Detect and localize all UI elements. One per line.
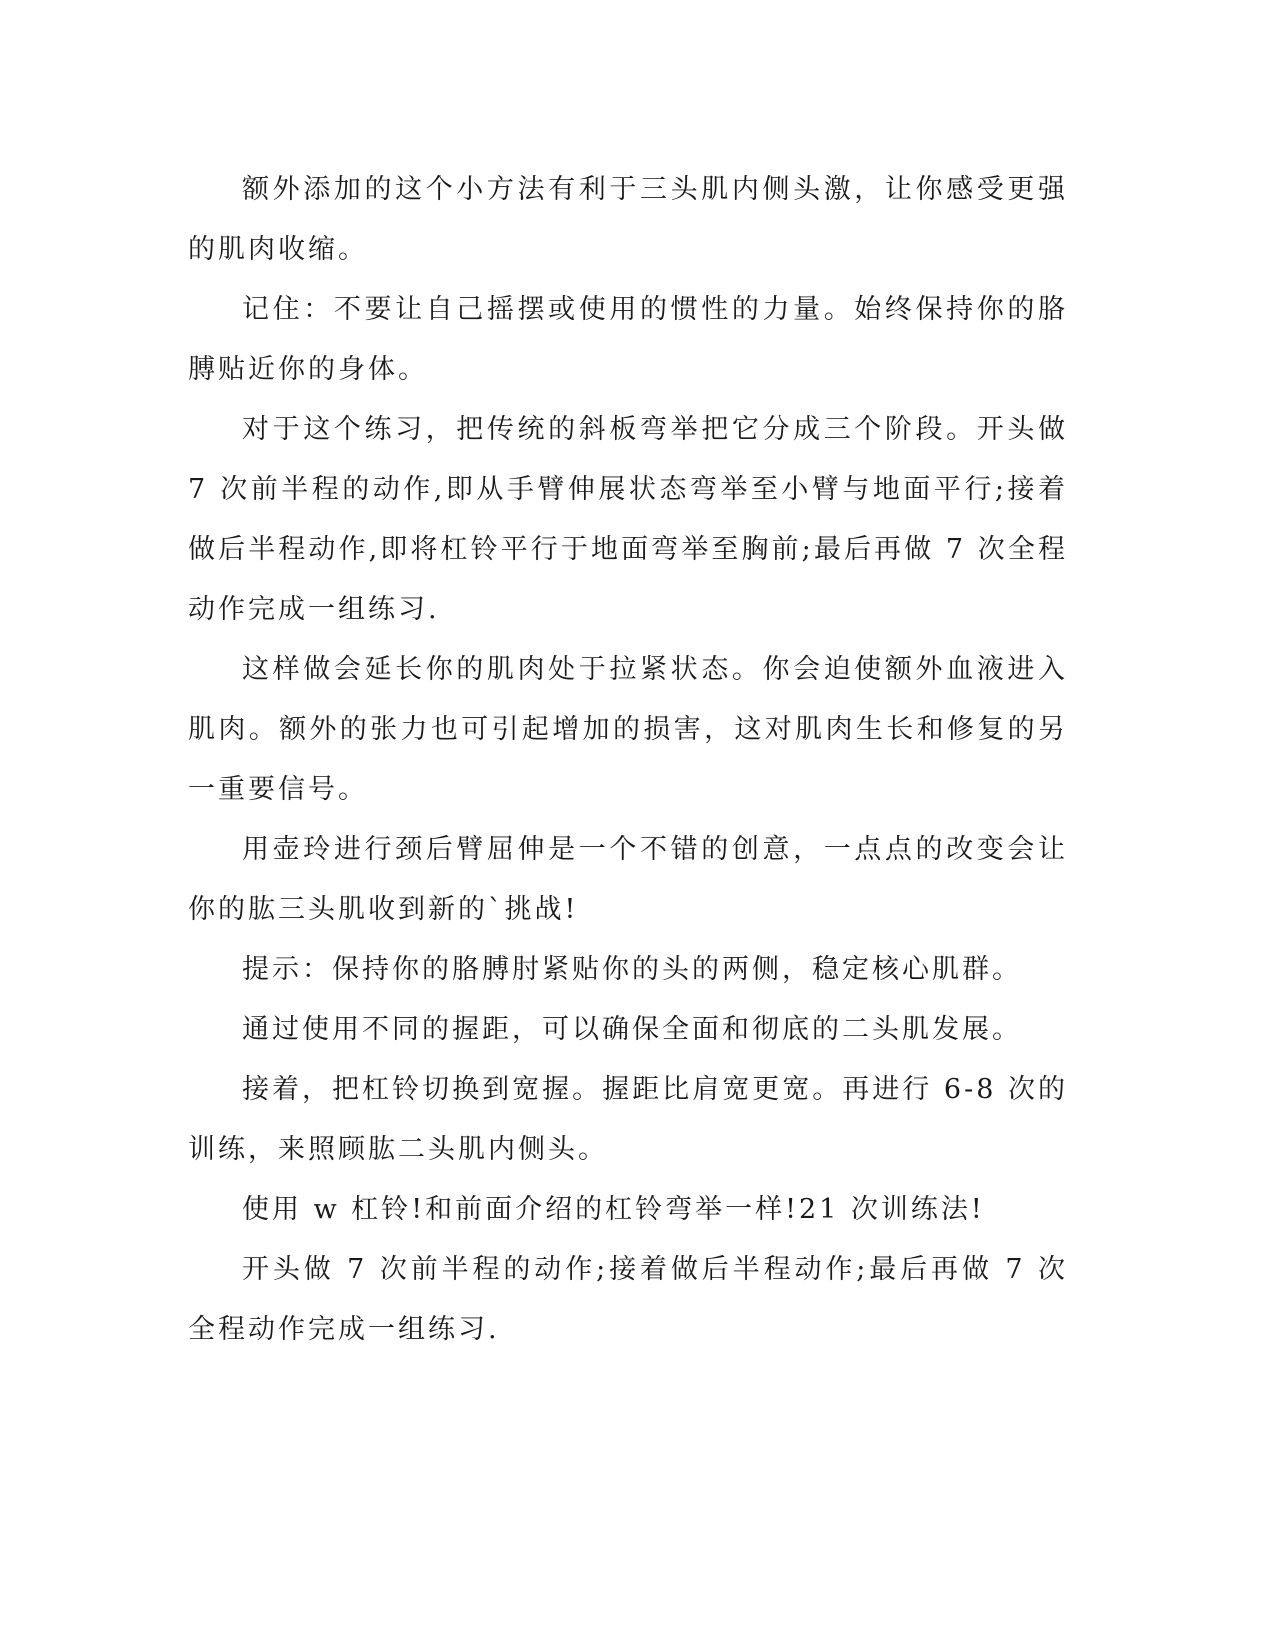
paragraph-1: 额外添加的这个小方法有利于三头肌内侧头激，让你感受更强的肌肉收缩。 <box>188 174 1068 265</box>
paragraph-8: 接着，把杠铃切换到宽握。握距比肩宽更宽。再进行 6-8 次的训练，来照顾肱二头肌内侧头。 <box>188 1074 1068 1165</box>
paragraph-3: 对于这个练习，把传统的斜板弯举把它分成三个阶段。开头做 7 次前半程的动作,即从手臂伸展状态弯举至小臂与地面平行;接着做后半程动作,即将杠铃平行于地面弯举至胸前;最后再做 7 次全程动作完成一组练习. <box>188 414 1068 625</box>
paragraph-5: 用壶玲进行颈后臂屈伸是一个不错的创意，一点点的改变会让你的肱三头肌收到新的`挑战! <box>188 834 1068 925</box>
document-body <box>188 160 1068 1360</box>
paragraph-9: 使用 w 杠铃!和前面介绍的杠铃弯举一样!21 次训练法! <box>242 1194 985 1225</box>
paragraph-2: 记住：不要让自己摇摆或使用的惯性的力量。始终保持你的胳膊贴近你的身体。 <box>188 294 1068 385</box>
paragraph-4: 这样做会延长你的肌肉处于拉紧状态。你会迫使额外血液进入肌肉。额外的张力也可引起增加的损害，这对肌肉生长和修复的另一重要信号。 <box>188 654 1068 805</box>
paragraph-10: 开头做 7 次前半程的动作;接着做后半程动作;最后再做 7 次全程动作完成一组练习. <box>188 1254 1068 1345</box>
paragraph-6: 提示：保持你的胳膊肘紧贴你的头的两侧，稳定核心肌群。 <box>242 954 1022 985</box>
paragraph-7: 通过使用不同的握距，可以确保全面和彻底的二头肌发展。 <box>242 1014 1022 1045</box>
